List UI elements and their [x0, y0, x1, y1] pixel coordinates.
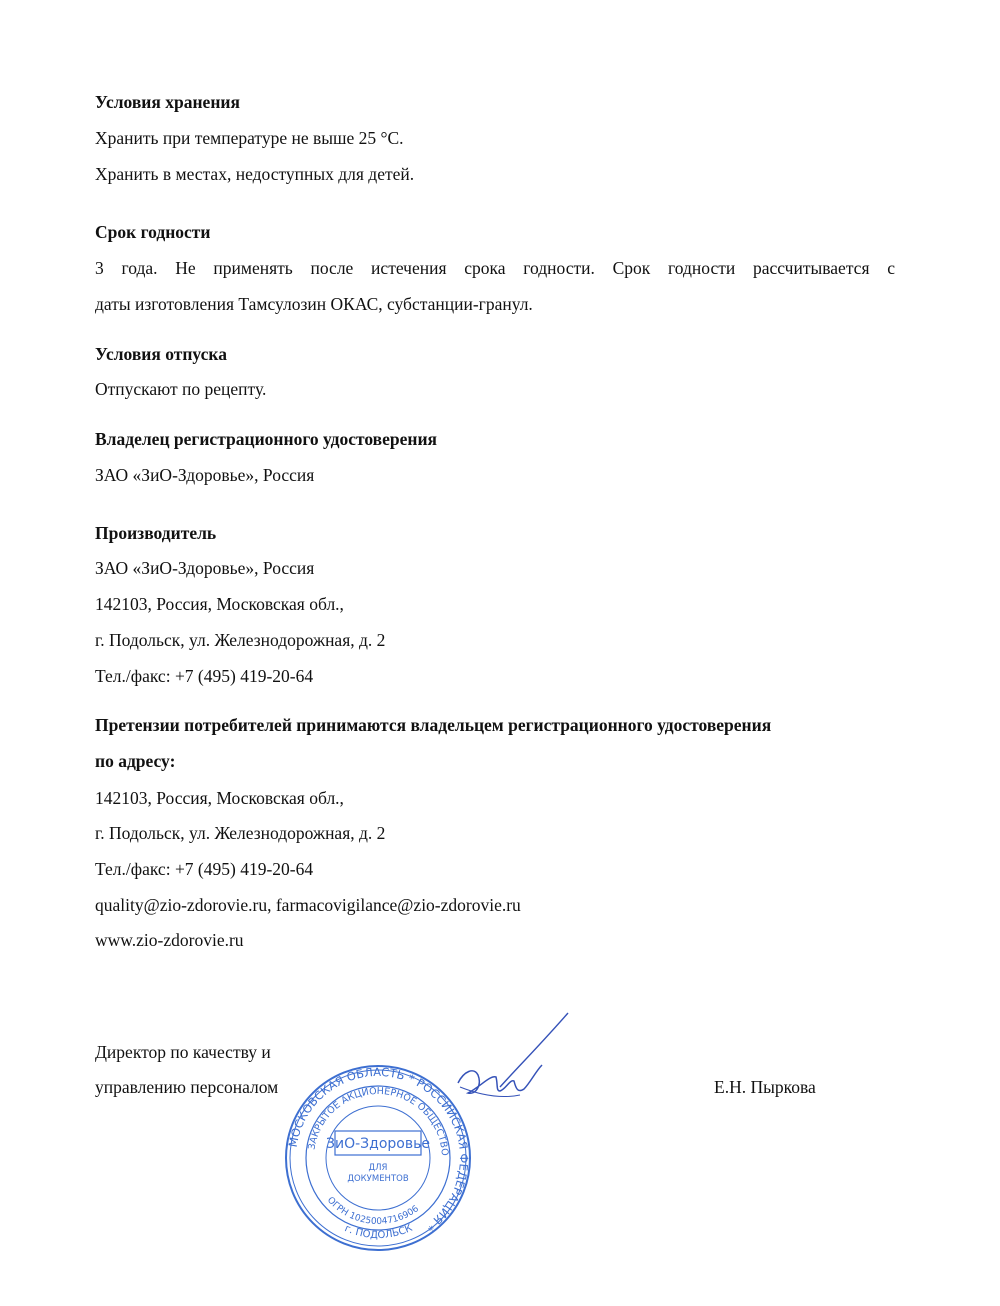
stamp-center-sub-2: ДОКУМЕНТОВ — [347, 1174, 409, 1184]
company-stamp — [283, 1063, 473, 1253]
claims-emails: quality@zio-zdorovie.ru, farmacovigilance@zio-zdorovie.ru — [95, 895, 521, 915]
stamp-outer-ring-text: МОСКОВСКАЯ ОБЛАСТЬ * РОССИЙСКАЯ ФЕДЕРАЦИЯ * — [285, 1064, 472, 1235]
claims-heading-line-1: Претензии потребителей принимаются владельцем регистрационного удостоверения — [95, 715, 772, 735]
signer-position-line-1: Директор по качеству и — [95, 1042, 271, 1062]
shelf-life-heading: Срок годности — [95, 222, 211, 242]
signer-name: Е.Н. Пыркова — [714, 1077, 816, 1097]
storage-line-1: Хранить при температуре не выше 25 °С. — [95, 128, 404, 148]
dispensing-line-1: Отпускают по рецепту. — [95, 379, 267, 399]
stamp-ogrn-text: ОГРН 1025004716906 — [324, 1195, 421, 1228]
manufacturer-name: ЗАО «ЗиО-Здоровье», Россия — [95, 558, 315, 578]
claims-phone: Тел./факс: +7 (495) 419-20-64 — [95, 859, 314, 879]
manufacturer-address-1: 142103, Россия, Московская обл., — [95, 594, 344, 614]
signer-position-line-2: управлению персоналом — [95, 1077, 279, 1097]
dispensing-heading: Условия отпуска — [95, 344, 227, 364]
shelf-life-line-1: 3 года. Не применять после истечения срока годности. Срок годности рассчитывается с — [95, 258, 895, 278]
stamp-center-title: ЗиО-Здоровье — [326, 1136, 430, 1152]
holder-heading: Владелец регистрационного удостоверения — [95, 429, 438, 449]
claims-address-2: г. Подольск, ул. Железнодорожная, д. 2 — [95, 823, 386, 843]
claims-address-1: 142103, Россия, Московская обл., — [95, 788, 344, 808]
holder-line-1: ЗАО «ЗиО-Здоровье», Россия — [95, 465, 315, 485]
claims-website: www.zio-zdorovie.ru — [95, 930, 244, 950]
manufacturer-heading: Производитель — [95, 523, 217, 543]
stamp-center-sub-1: ДЛЯ — [368, 1163, 388, 1173]
shelf-life-line-2: даты изготовления Тамсулозин ОКАС, субстанции-гранул. — [95, 294, 533, 314]
manufacturer-address-2: г. Подольск, ул. Железнодорожная, д. 2 — [95, 630, 386, 650]
storage-heading: Условия хранения — [95, 92, 240, 112]
stamp-city-text: г. ПОДОЛЬСК — [342, 1222, 415, 1242]
storage-line-2: Хранить в местах, недоступных для детей. — [95, 164, 415, 184]
claims-heading-line-2: по адресу: — [95, 751, 176, 771]
manufacturer-phone: Тел./факс: +7 (495) 419-20-64 — [95, 666, 314, 686]
stamp-inner-ring-text: ЗАКРЫТОЕ АКЦИОНЕРНОЕ ОБЩЕСТВО — [306, 1085, 451, 1157]
